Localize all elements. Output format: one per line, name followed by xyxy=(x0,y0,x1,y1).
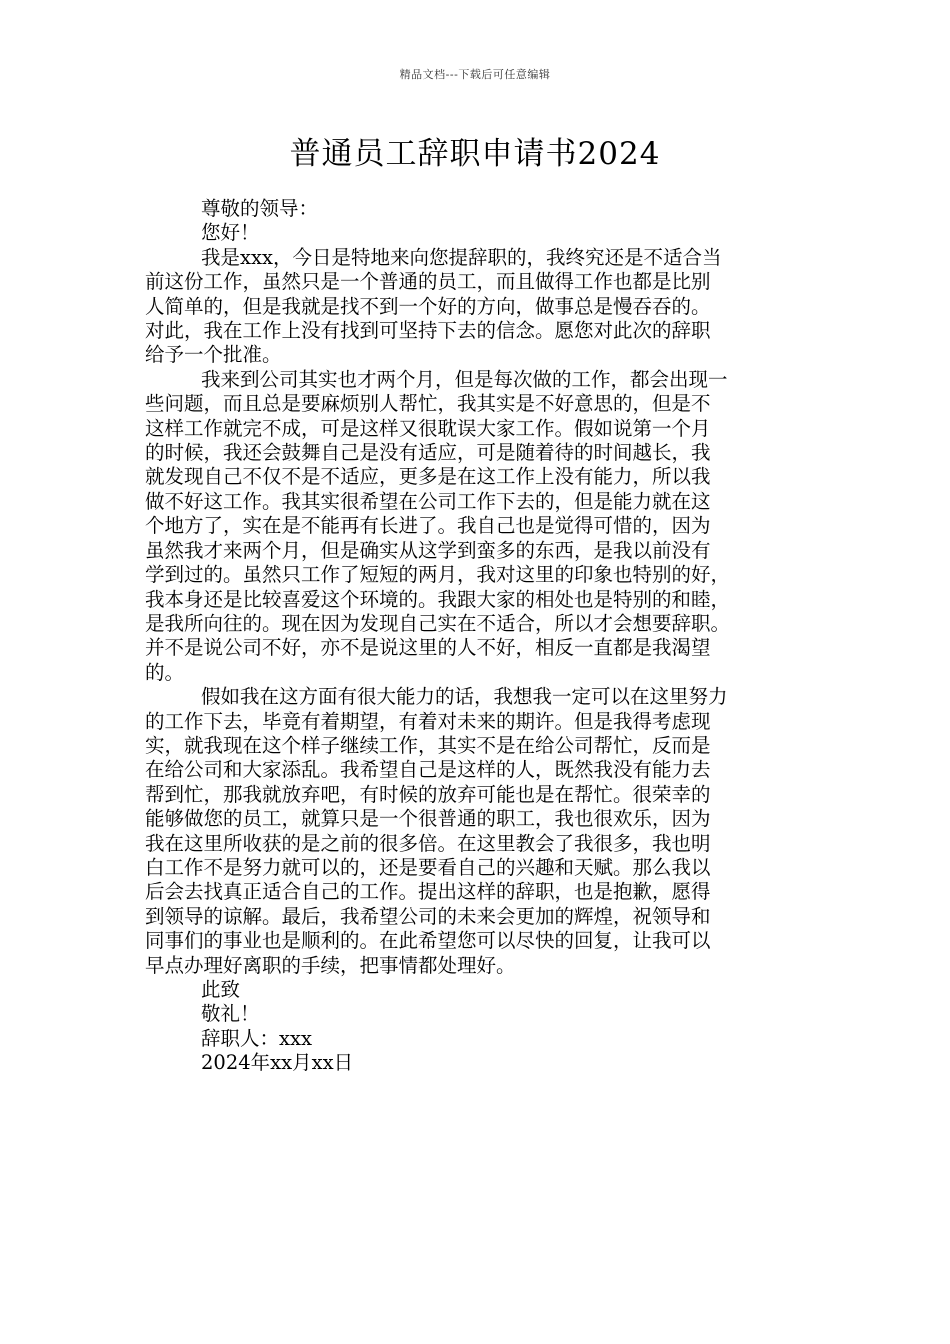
hello-line: 您好！ xyxy=(201,221,260,245)
text-line: 在给公司和大家添乱。我希望自己是这样的人，既然我没有能力去 xyxy=(145,758,711,782)
paragraph-3 xyxy=(145,685,807,978)
text-line: 的时候，我还会鼓舞自己是没有适应，可是随着待的时间越长，我 xyxy=(145,441,711,465)
text-line: 人简单的，但是我就是找不到一个好的方向，做事总是慢吞吞的。 xyxy=(145,294,711,318)
text-line: 后会去找真正适合自己的工作。提出这样的辞职，也是抱歉，愿得 xyxy=(145,880,711,904)
text-line: 早点办理好离职的手续，把事情都处理好。 xyxy=(145,953,516,977)
signature-line: 辞职人：xxx xyxy=(201,1026,312,1050)
greeting: 尊敬的领导： xyxy=(201,197,319,220)
text-line: 实，就我现在这个样子继续工作，其实不是在给公司帮忙，反而是 xyxy=(145,733,711,757)
text-line: 帮到忙，那我就放弃吧，有时候的放弃可能也是在帮忙。很荣幸的 xyxy=(145,782,711,806)
paragraph-2 xyxy=(145,368,807,685)
text-line: 的工作下去，毕竟有着期望，有着对未来的期许。但是我得考虑现 xyxy=(145,709,711,733)
letter-body xyxy=(145,197,807,1076)
text-line: 我在这里所收获的是之前的很多倍。在这里教会了我很多，我也明 xyxy=(145,831,711,855)
text-line: 虽然我才来两个月，但是确实从这学到蛮多的东西，是我以前没有 xyxy=(145,538,711,562)
text-line: 假如我在这方面有很大能力的话，我想我一定可以在这里努力 xyxy=(201,685,728,709)
text-line: 的。 xyxy=(145,660,185,684)
date-line: 2024年xx月xx日 xyxy=(201,1051,354,1075)
text-line: 前这份工作，虽然只是一个普通的员工，而且做得工作也都是比别 xyxy=(145,270,711,294)
text-line: 个地方了，实在是不能再有长进了。我自己也是觉得可惜的，因为 xyxy=(145,514,711,538)
text-line: 能够做您的员工，就算只是一个很普通的职工，我也很欢乐，因为 xyxy=(145,807,711,831)
text-line: 我来到公司其实也才两个月，但是每次做的工作，都会出现一 xyxy=(201,367,728,391)
text-line: 我是xxx，今日是特地来向您提辞职的，我终究还是不适合当 xyxy=(201,245,722,269)
salute-line: 敬礼！ xyxy=(201,1002,260,1026)
text-line: 同事们的事业也是顺利的。在此希望您可以尽快的回复，让我可以 xyxy=(145,929,711,953)
text-line: 对此，我在工作上没有找到可坚持下去的信念。愿您对此次的辞职 xyxy=(145,319,711,343)
text-line: 做不好这工作。我其实很希望在公司工作下去的，但是能力就在这 xyxy=(145,489,711,513)
paragraph-1 xyxy=(145,246,807,368)
text-line: 我本身还是比较喜爱这个环境的。我跟大家的相处也是特别的和睦， xyxy=(145,587,731,611)
closing-line: 此致 xyxy=(201,978,241,1001)
text-line: 学到过的。虽然只工作了短短的两月，我对这里的印象也特别的好， xyxy=(145,563,731,587)
text-line: 就发现自己不仅不是不适应，更多是在这工作上没有能力，所以我 xyxy=(145,465,711,489)
text-line: 白工作不是努力就可以的，还是要看自己的兴趣和天赋。那么我以 xyxy=(145,855,711,879)
text-line: 些问题，而且总是要麻烦别人帮忙，我其实是不好意思的，但是不 xyxy=(145,392,711,416)
document-title: 普通员工辞职申请书2024 xyxy=(289,136,661,172)
text-line: 是我所向往的。现在因为发现自己实在不适合，所以才会想要辞职。 xyxy=(145,611,731,635)
text-line: 这样工作就完不成，可是这样又很耽误大家工作。假如说第一个月 xyxy=(145,416,711,440)
text-line: 给予一个批准。 xyxy=(145,343,282,367)
text-line: 到领导的谅解。最后，我希望公司的未来会更加的辉煌，祝领导和 xyxy=(145,904,711,928)
text-line: 并不是说公司不好，亦不是说这里的人不好，相反一直都是我渴望 xyxy=(145,636,711,660)
header-note: 精品文档---下载后可任意编辑 xyxy=(399,68,551,81)
